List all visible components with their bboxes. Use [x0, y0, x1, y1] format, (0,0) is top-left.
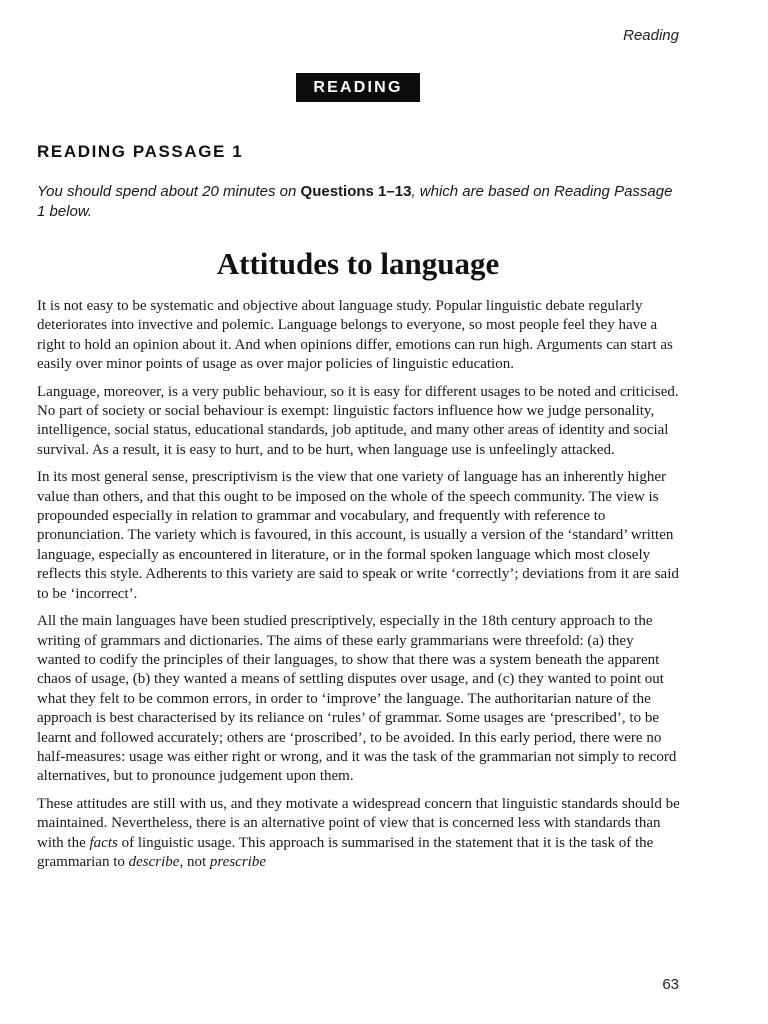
passage-title: Attitudes to language	[216, 246, 500, 281]
instructions-emphasis: Questions 1–13	[300, 183, 412, 200]
instructions-after: , which are based on Reading Passage 1 below.	[37, 183, 673, 220]
paragraph-5	[37, 795, 680, 873]
section-label: READING	[296, 73, 420, 102]
paragraph-2: Language, moreover, is a very public behaviour, so it is easy for different usages to be noted and criticised. No part of society or social behaviour is exempt: linguistic factors influence how we judge personality, intelligence, social status, educational standards, job aptitude, and many other areas of identity and social survival. As a result, it is easy to hurt, and to be hurt, when language use is unfeelingly attacked.	[37, 383, 679, 458]
paragraph-5-text-c: not	[183, 853, 210, 870]
paragraph-1: It is not easy to be systematic and objective about language study. Popular linguistic debate regularly deteriorates into invective and polemic. Language belongs to everyone, so most people feel they have a right to hold an opinion about it. And when opinions differ, emotions can run high. Arguments can start as easily over minor points of usage as over major policies of linguistic education.	[37, 298, 673, 373]
passage-heading: READING PASSAGE 1	[37, 142, 244, 161]
paragraph-5-italic-facts: facts	[89, 834, 118, 851]
paragraph-5-italic-prescribe: prescribe	[209, 853, 266, 870]
passage-body	[37, 297, 680, 880]
paragraph-3: In its most general sense, prescriptivism is the view that one variety of language has an inherently higher value than others, and that this ought to be imposed on the whole of the speech community. The view is propounded especially in relation to grammar and vocabulary, and frequently with reference to pronunciation. The variety which is favoured, in this account, is usually a version of the ‘standard’ written language, especially as encountered in literature, or in the formal spoken language which most closely reflects this style. Adherents to this variety are said to speak or write ‘correctly’; deviations from it are said to be ‘incorrect’.	[37, 469, 679, 602]
running-head: Reading	[623, 27, 679, 44]
instructions	[37, 182, 677, 222]
instructions-before: You should spend about 20 minutes on	[37, 183, 301, 200]
paragraph-5-text-a: These attitudes are still with us, and they motivate a widespread concern that linguistic standards should be maintained. Nevertheless, there is an alternative point of view that is concerned less with standards than with the	[37, 795, 680, 851]
paragraph-5-italic-describe: describe,	[128, 853, 184, 870]
paragraph-5-text-b: of linguistic usage. This approach is summarised in the statement that it is the task of the grammarian to	[37, 834, 654, 870]
page-number: 63	[662, 976, 679, 993]
paragraph-4: All the main languages have been studied prescriptively, especially in the 18th century approach to the writing of grammars and dictionaries. The aims of these early grammarians were threefold: (a) they wanted to codify the principles of their languages, to show that there was a system beneath the apparent chaos of usage, (b) they wanted a means of settling disputes over usage, and (c) they wanted to point out what they felt to be common errors, in order to ‘improve’ the language. The authoritarian nature of the approach is best characterised by its reliance on ‘rules’ of grammar. Some usages are ‘prescribed’, to be learnt and followed accurately; others are ‘proscribed’, to be avoided. In this early period, there were no half-measures: usage was either right or wrong, and it was the task of the grammarian not simply to record alternatives, but to pronounce judgement upon them.	[37, 613, 677, 785]
